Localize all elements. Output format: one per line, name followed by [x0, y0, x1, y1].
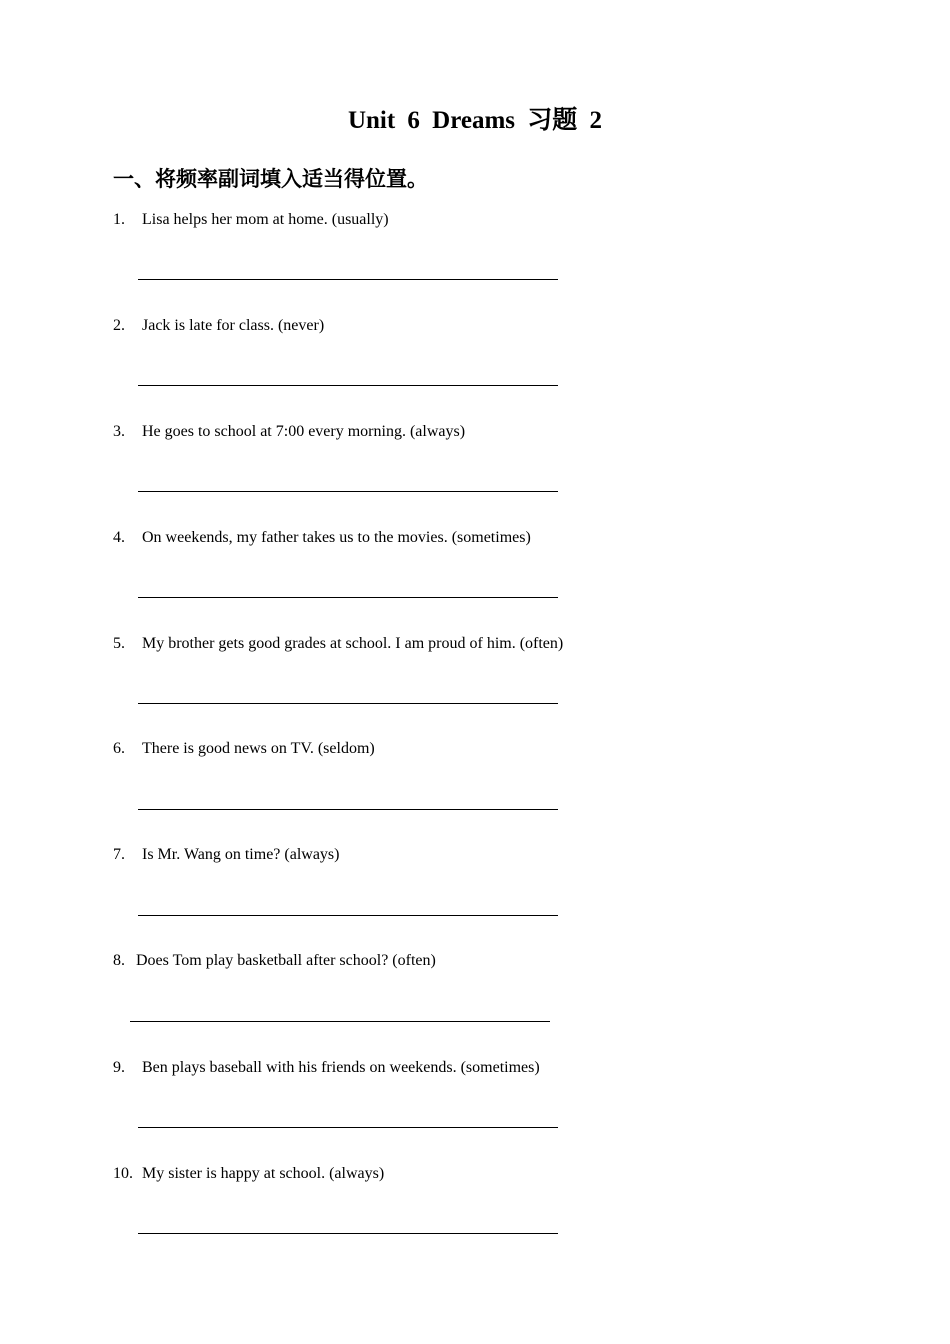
answer-line-1[interactable]	[138, 279, 558, 280]
question-number: 7.	[113, 846, 125, 863]
question-3	[113, 421, 465, 443]
question-text: Is Mr. Wang on time? (always)	[142, 846, 340, 863]
question-number: 3.	[113, 423, 125, 440]
question-text: On weekends, my father takes us to the movies. (sometimes)	[142, 529, 531, 546]
answer-line-3[interactable]	[138, 491, 558, 492]
question-8	[113, 950, 436, 972]
question-10	[113, 1163, 384, 1185]
question-text: Ben plays baseball with his friends on weekends. (sometimes)	[142, 1059, 540, 1076]
question-number: 8.	[113, 952, 125, 969]
question-number: 10.	[113, 1165, 133, 1182]
question-1	[113, 209, 389, 231]
answer-line-10[interactable]	[138, 1233, 558, 1234]
question-2	[113, 315, 324, 337]
question-number: 6.	[113, 740, 125, 757]
question-text: My brother gets good grades at school. I am proud of him. (often)	[142, 635, 564, 652]
question-number: 5.	[113, 635, 125, 652]
question-text: He goes to school at 7:00 every morning. (always)	[142, 423, 466, 440]
question-text: Does Tom play basketball after school? (often)	[136, 952, 436, 969]
question-text: My sister is happy at school. (always)	[142, 1165, 385, 1182]
answer-line-8[interactable]	[130, 1021, 550, 1022]
answer-line-7[interactable]	[138, 915, 558, 916]
answer-line-9[interactable]	[138, 1127, 558, 1128]
question-6	[113, 738, 375, 760]
question-number: 9.	[113, 1059, 125, 1076]
answer-line-6[interactable]	[138, 809, 558, 810]
question-number: 1.	[113, 211, 125, 228]
page-title: Unit 6 Dreams 习题 2	[347, 107, 603, 134]
answer-line-2[interactable]	[138, 385, 558, 386]
question-9	[113, 1057, 540, 1079]
question-number: 2.	[113, 317, 125, 334]
answer-line-4[interactable]	[138, 597, 558, 598]
question-text: There is good news on TV. (seldom)	[142, 740, 375, 757]
section-heading: 一、将频率副词填入适当得位置。	[113, 167, 428, 191]
question-text: Lisa helps her mom at home. (usually)	[142, 211, 389, 228]
question-5	[113, 633, 563, 655]
answer-line-5[interactable]	[138, 703, 558, 704]
question-number: 4.	[113, 529, 125, 546]
question-4	[113, 527, 531, 549]
question-text: Jack is late for class. (never)	[142, 317, 325, 334]
question-7	[113, 844, 339, 866]
